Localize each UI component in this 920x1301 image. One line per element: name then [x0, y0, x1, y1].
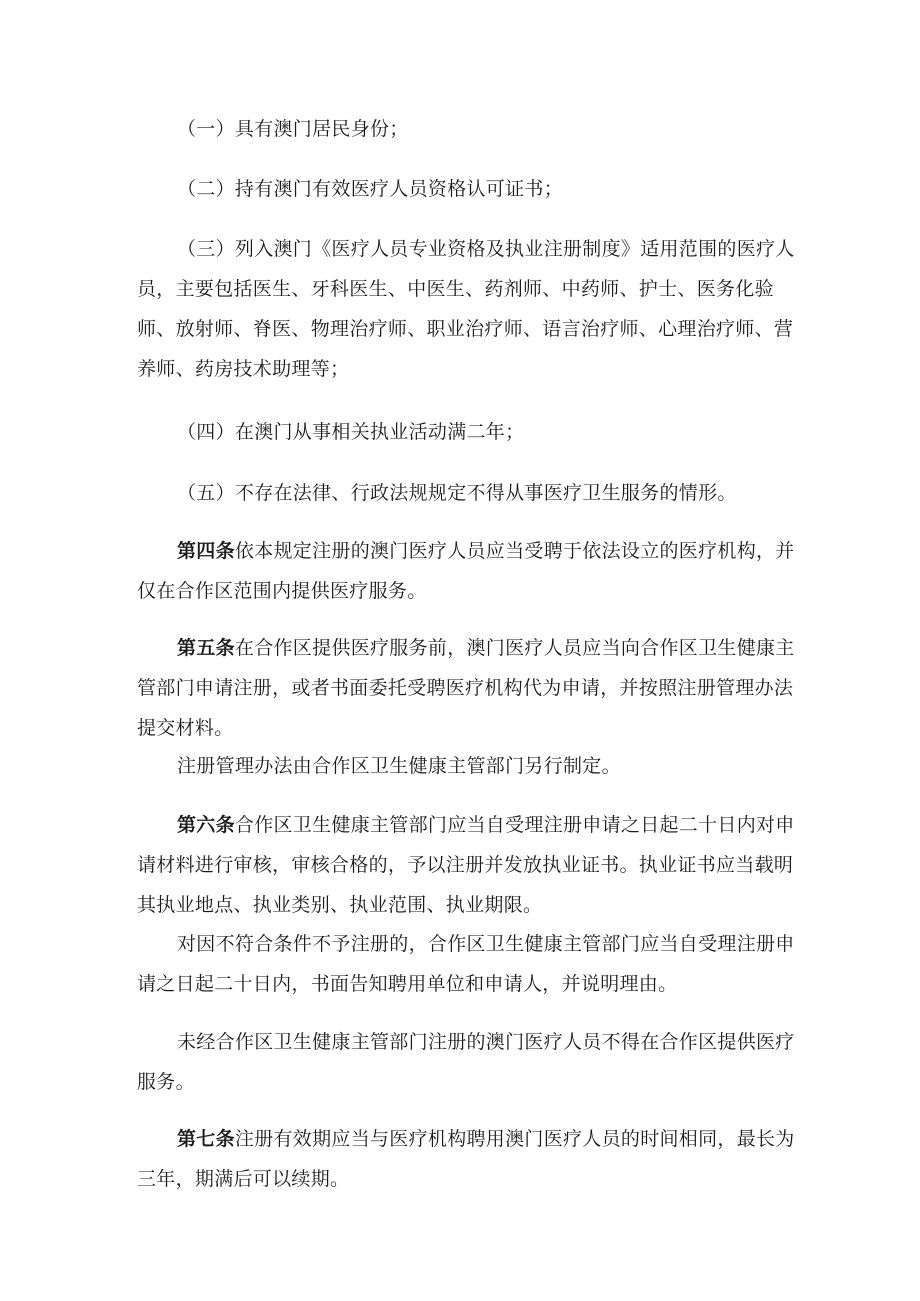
article-6-paragraph-2: 对因不符合条件不予注册的，合作区卫生健康主管部门应当自受理注册申请之日起二十日内，书面告知聘用单位和申请人，并说明理由。 — [137, 933, 795, 995]
article-5-paragraph — [137, 628, 797, 748]
article-4-paragraph — [137, 531, 797, 611]
article-7-text: 注册有效期应当与医疗机构聘用澳门医疗人员的时间相同，最长为三年，期满后可以续期。 — [137, 1128, 795, 1190]
article-4-heading: 第四条 — [177, 540, 235, 562]
article-5-heading: 第五条 — [177, 637, 235, 659]
condition-item-2: （二）持有澳门有效医疗人员资格认可证书； — [177, 178, 564, 200]
article-5-text: 在合作区提供医疗服务前，澳门医疗人员应当向合作区卫生健康主管部门申请注册，或者书面委托受聘医疗机构代为申请，并按照注册管理办法提交材料。 — [137, 637, 795, 739]
article-6-paragraph-3: 未经合作区卫生健康主管部门注册的澳门医疗人员不得在合作区提供医疗服务。 — [137, 1031, 795, 1093]
condition-item-4: （四）在澳门从事相关执业活动满二年； — [177, 421, 525, 443]
article-4-text: 依本规定注册的澳门医疗人员应当受聘于依法设立的医疗机构，并仅在合作区范围内提供医疗服务。 — [137, 540, 795, 602]
article-7-paragraph — [137, 1119, 797, 1199]
article-6-heading: 第六条 — [177, 814, 235, 836]
condition-item-5: （五）不存在法律、行政法规规定不得从事医疗卫生服务的情形。 — [177, 482, 737, 504]
condition-item-1: （一）具有澳门居民身份； — [177, 118, 409, 140]
article-6-paragraph — [137, 805, 797, 925]
article-5-paragraph-2: 注册管理办法由合作区卫生健康主管部门另行制定。 — [177, 755, 621, 777]
article-7-heading: 第七条 — [177, 1128, 235, 1150]
condition-item-3: （三）列入澳门《医疗人员专业资格及执业注册制度》适用范围的医疗人员，主要包括医生、牙科医生、中医生、药剂师、中药师、护士、医务化验师、放射师、脊医、物理治疗师、职业治疗师、语言治疗师、心理治疗师、营养师、药房技术助理等； — [137, 238, 795, 380]
article-6-text: 合作区卫生健康主管部门应当自受理注册申请之日起二十日内对申请材料进行审核，审核合格的，予以注册并发放执业证书。执业证书应当载明其执业地点、执业类别、执业范围、执业期限。 — [137, 814, 795, 916]
